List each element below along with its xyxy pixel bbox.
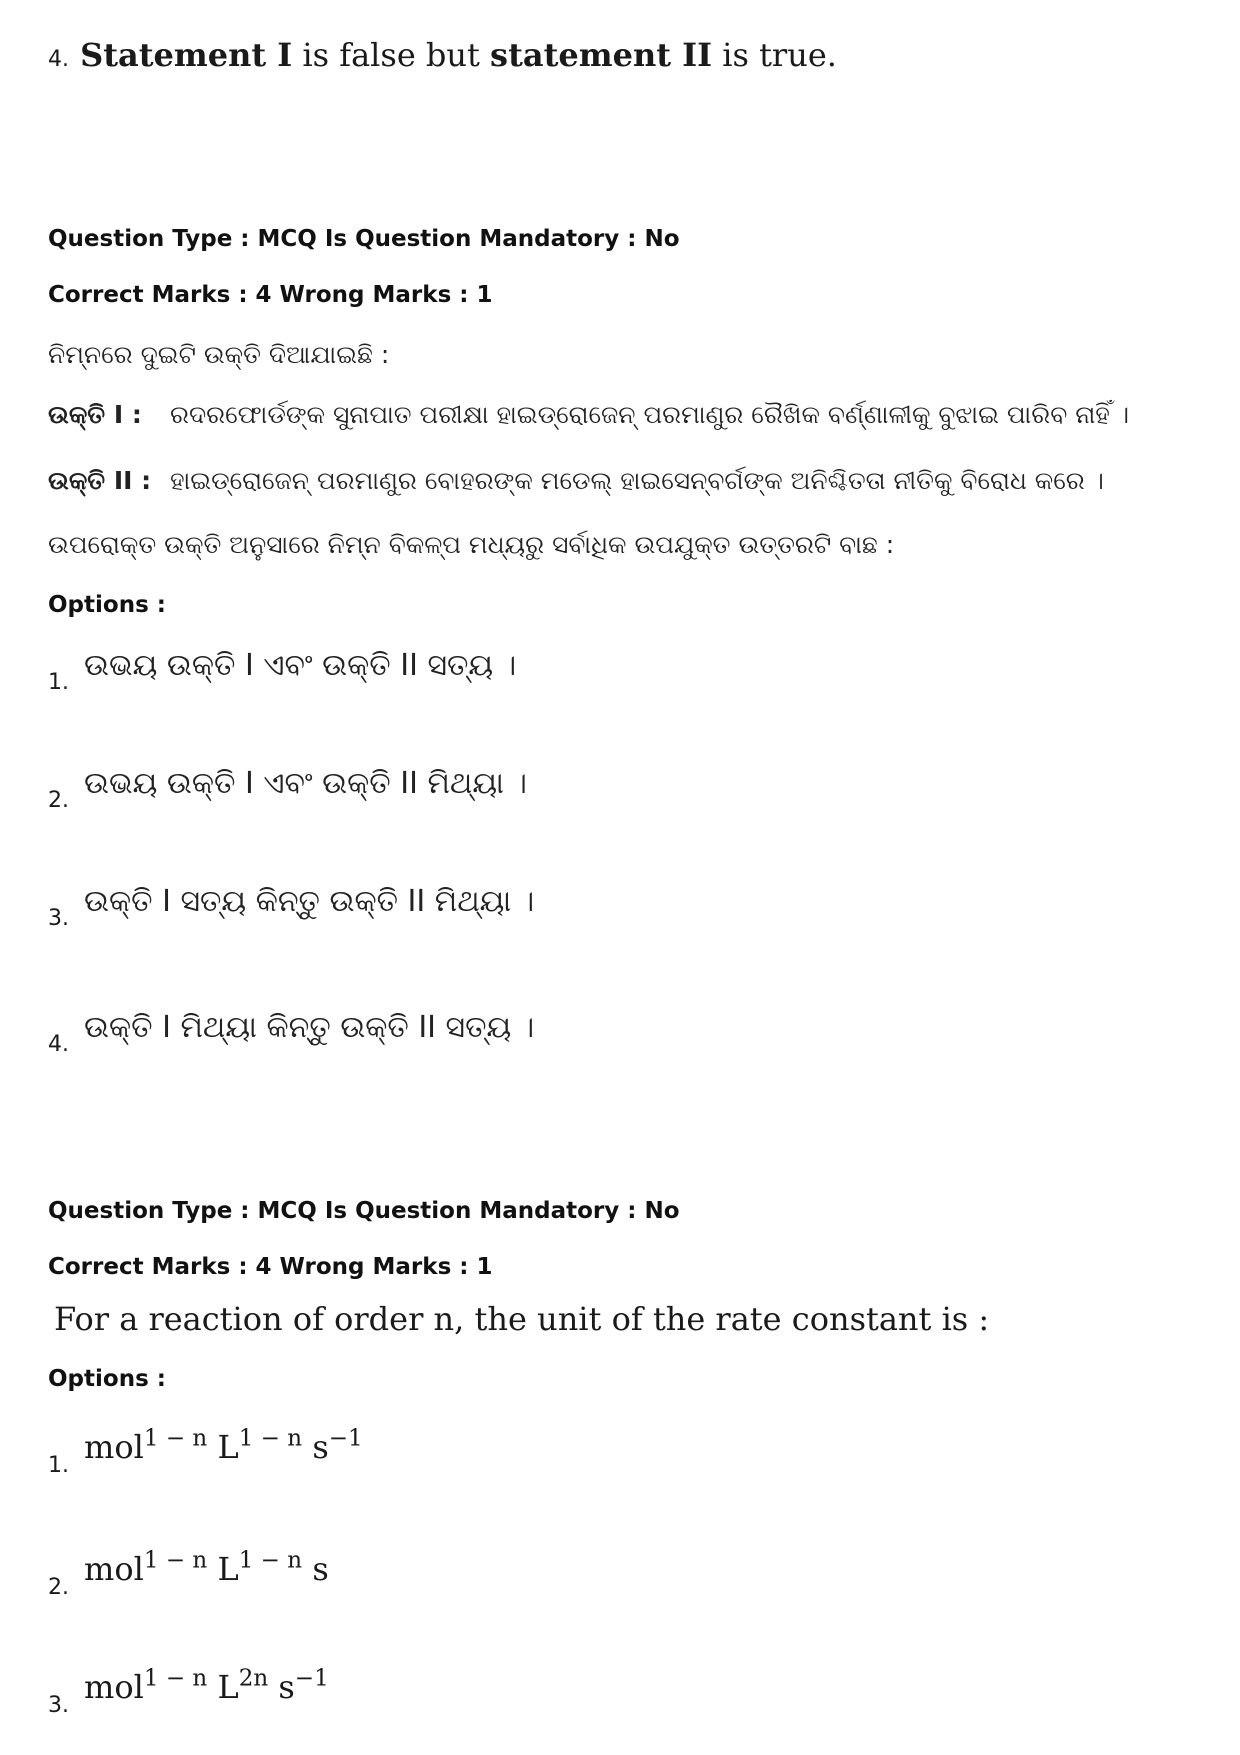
option-formula xyxy=(84,1425,363,1466)
q1-options-label: Options : xyxy=(48,592,166,618)
second-unit: s xyxy=(312,1550,329,1588)
second-exponent: −1 xyxy=(294,1665,329,1692)
option-text: ଉକ୍ତି I ମିଥ୍ୟା କିନ୍ତୁ ଉକ୍ତି II ସତ୍ୟ । xyxy=(84,1010,535,1045)
second-exponent: −1 xyxy=(328,1425,363,1452)
litre-exponent: 1 − n xyxy=(238,1547,303,1574)
q1-question-text: ଉପରୋକ୍ତ ଉକ୍ତି ଅନୁସାରେ ନିମ୍ନ ବିକଳ୍ପ ମଧ୍ୟରୁ ସର୍ବାଧିକ ଉପଯୁକ୍ତ ଉତ୍ତରଟି ବାଛ : xyxy=(48,530,895,559)
option-text-2: is true. xyxy=(712,36,837,74)
q2-option-2 xyxy=(48,1547,329,1600)
statement-2-label: ଉକ୍ତି II : xyxy=(48,466,152,495)
q1-option-2 xyxy=(48,766,527,813)
option-text: ଉଭୟ ଉକ୍ତି I ଏବଂ ଉକ୍ତି II ସତ୍ୟ । xyxy=(84,648,517,683)
option-number: 3. xyxy=(48,1693,69,1718)
option-number: 1. xyxy=(48,1453,69,1478)
q2-option-3 xyxy=(48,1665,329,1718)
litre-unit: L xyxy=(217,1668,239,1706)
option-number: 2. xyxy=(48,788,69,813)
second-unit: s xyxy=(312,1428,329,1466)
option-formula xyxy=(84,1547,329,1588)
option-text-1: is false but xyxy=(292,36,491,74)
option-number: 4. xyxy=(48,1032,69,1057)
mol-exponent: 1 − n xyxy=(143,1665,208,1692)
q2-question-type: Question Type : MCQ Is Question Mandatory : No xyxy=(48,1198,680,1224)
litre-unit: L xyxy=(217,1428,239,1466)
option-text: ଉଭୟ ଉକ୍ତି I ଏବଂ ଉକ୍ତି II ମିଥ୍ୟା । xyxy=(84,766,527,801)
option-number: 1. xyxy=(48,670,69,695)
q1-option-4 xyxy=(48,1010,534,1057)
option-number: 2. xyxy=(48,1575,69,1600)
litre-unit: L xyxy=(217,1550,239,1588)
q1-marks: Correct Marks : 4 Wrong Marks : 1 xyxy=(48,282,493,308)
q2-options-label: Options : xyxy=(48,1366,166,1392)
q1-intro: ନିମ୍ନରେ ଦୁଇଟି ଉକ୍ତି ଦିଆଯାଇଛି : xyxy=(48,340,390,369)
option-bold-2: statement II xyxy=(490,36,713,74)
second-unit: s xyxy=(278,1668,295,1706)
option-number: 4. xyxy=(48,47,69,72)
q2-marks: Correct Marks : 4 Wrong Marks : 1 xyxy=(48,1254,493,1280)
statement-2-text: ହାଇଡ୍ରୋଜେନ୍ ପରମାଣୁର ବୋହରଙ୍କ ମଡେଲ୍ ହାଇସେନ୍‌ବର୍ଗଙ୍କ ଅନିଶ୍ଚିତତା ନୀତିକୁ ବିରୋଧ କରେ । xyxy=(170,466,1104,495)
option-formula xyxy=(84,1665,329,1706)
mol-unit: mol xyxy=(84,1550,144,1588)
mol-exponent: 1 − n xyxy=(143,1547,208,1574)
litre-exponent: 2n xyxy=(238,1665,269,1692)
q2-option-1 xyxy=(48,1425,363,1478)
option-bold-1: Statement I xyxy=(80,36,293,74)
option-number: 3. xyxy=(48,906,69,931)
statement-1-label: ଉକ୍ତି I : xyxy=(48,400,142,429)
option-text: ଉକ୍ତି I ସତ୍ୟ କିନ୍ତୁ ଉକ୍ତି II ମିଥ୍ୟା । xyxy=(84,884,535,919)
q2-question-text: For a reaction of order n, the unit of the rate constant is : xyxy=(54,1300,990,1338)
mol-exponent: 1 − n xyxy=(143,1425,208,1452)
mol-unit: mol xyxy=(84,1428,144,1466)
prev-option-4 xyxy=(48,36,837,74)
q1-option-3 xyxy=(48,884,534,931)
q1-question-type: Question Type : MCQ Is Question Mandatory : No xyxy=(48,226,680,252)
statement-1-text: ରଦରଫୋର୍ଡଙ୍କ ସୁନାପାତ ପରୀକ୍ଷା ହାଇଡ୍ରୋଜେନ୍ ପରମାଣୁର ରୈଖିକ ବର୍ଣ୍ଣାଳୀକୁ ବୁଝାଇ ପାରିବ ନାହିଁ । xyxy=(170,400,1130,429)
litre-exponent: 1 − n xyxy=(238,1425,303,1452)
q1-option-1 xyxy=(48,648,516,695)
mol-unit: mol xyxy=(84,1668,144,1706)
q1-statement-2 xyxy=(48,466,1104,496)
q1-statement-1 xyxy=(48,400,1129,430)
